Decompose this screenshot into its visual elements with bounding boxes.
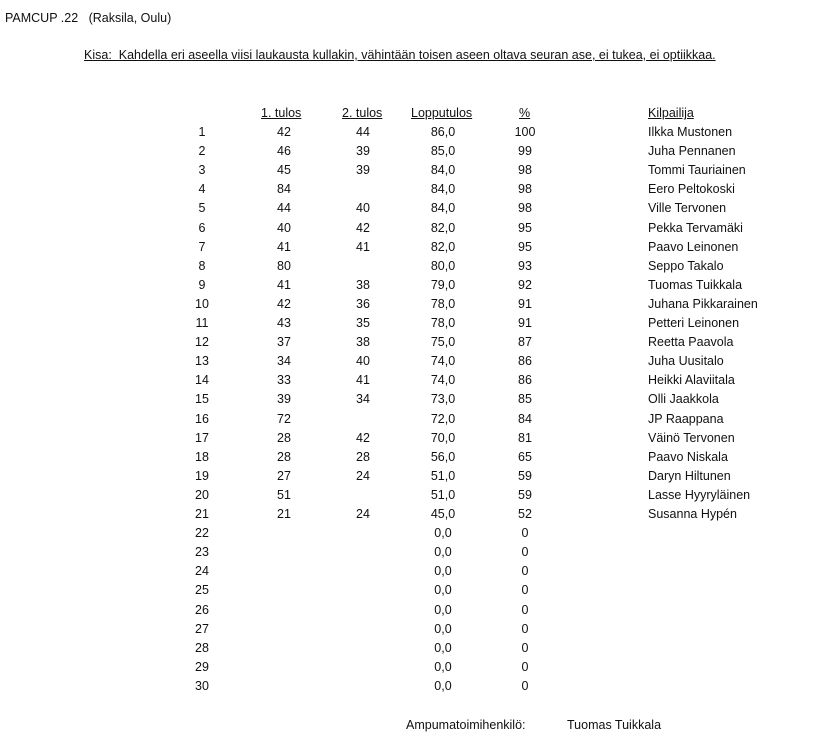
tulos2-cell bbox=[345, 562, 381, 581]
tulos1-cell bbox=[266, 524, 302, 543]
tulos1-cell: 45 bbox=[277, 163, 291, 177]
tulos2-cell: 24 bbox=[356, 507, 370, 521]
tulos1-cell: 28 bbox=[277, 450, 291, 464]
rank-cell: 17 bbox=[195, 431, 209, 445]
rank-cell: 15 bbox=[195, 392, 209, 406]
competitor-name-cell: Eero Peltokoski bbox=[648, 182, 735, 196]
tulos2-cell: 44 bbox=[356, 125, 370, 139]
competitor-name-cell: Petteri Leinonen bbox=[648, 316, 740, 330]
competitor-name-cell: Pekka Tervamäki bbox=[648, 221, 743, 235]
percent-cell: 0 bbox=[521, 622, 529, 636]
rank-cell: 29 bbox=[195, 660, 209, 674]
lopputulos-cell: 0,0 bbox=[434, 583, 452, 597]
competitor-name-cell: Olli Jaakkola bbox=[648, 392, 719, 406]
tulos2-cell bbox=[345, 677, 381, 696]
lopputulos-cell: 0,0 bbox=[434, 564, 452, 578]
lopputulos-cell: 0,0 bbox=[434, 622, 452, 636]
percent-cell: 98 bbox=[518, 182, 532, 196]
lopputulos-cell: 0,0 bbox=[434, 603, 452, 617]
percent-cell: 0 bbox=[521, 660, 529, 674]
tulos1-cell: 27 bbox=[277, 469, 291, 483]
tulos1-cell: 46 bbox=[277, 144, 291, 158]
tulos1-cell: 84 bbox=[277, 182, 291, 196]
lopputulos-cell: 84,0 bbox=[430, 182, 456, 196]
lopputulos-cell: 0,0 bbox=[434, 545, 452, 559]
tulos1-cell: 37 bbox=[277, 335, 291, 349]
rank-cell: 6 bbox=[198, 221, 206, 235]
rank-cell: 16 bbox=[195, 412, 209, 426]
tulos1-cell: 39 bbox=[277, 392, 291, 406]
rank-cell: 23 bbox=[195, 545, 209, 559]
competitor-name-cell: Seppo Takalo bbox=[648, 259, 724, 273]
tulos1-cell: 40 bbox=[277, 221, 291, 235]
percent-cell: 98 bbox=[518, 163, 532, 177]
tulos2-cell bbox=[345, 257, 381, 276]
official-name: Tuomas Tuikkala bbox=[567, 718, 662, 732]
tulos2-cell bbox=[345, 620, 381, 639]
rank-cell: 26 bbox=[195, 603, 209, 617]
tulos2-cell: 40 bbox=[356, 354, 370, 368]
percent-cell: 52 bbox=[518, 507, 532, 521]
percent-cell: 95 bbox=[518, 240, 532, 254]
percent-cell: 65 bbox=[518, 450, 532, 464]
competitor-name-cell: Daryn Hiltunen bbox=[648, 469, 731, 483]
lopputulos-cell: 0,0 bbox=[434, 660, 452, 674]
percent-cell: 0 bbox=[521, 583, 529, 597]
percent-cell: 95 bbox=[518, 221, 532, 235]
percent-cell: 93 bbox=[518, 259, 532, 273]
rank-cell: 4 bbox=[198, 182, 206, 196]
percent-cell: 86 bbox=[518, 373, 532, 387]
percent-cell: 84 bbox=[518, 412, 532, 426]
lopputulos-cell: 78,0 bbox=[430, 316, 456, 330]
tulos2-cell bbox=[345, 581, 381, 600]
competitor-name-cell: Paavo Niskala bbox=[648, 450, 728, 464]
competitor-name-cell: Juhana Pikkarainen bbox=[648, 297, 758, 311]
lopputulos-cell: 74,0 bbox=[430, 354, 456, 368]
lopputulos-cell: 70,0 bbox=[430, 431, 456, 445]
tulos1-cell bbox=[266, 601, 302, 620]
percent-cell: 91 bbox=[518, 297, 532, 311]
rank-cell: 18 bbox=[195, 450, 209, 464]
rank-cell: 25 bbox=[195, 583, 209, 597]
tulos1-cell bbox=[266, 562, 302, 581]
header-tulos2: 2. tulos bbox=[342, 106, 383, 120]
tulos1-cell bbox=[266, 677, 302, 696]
tulos1-cell: 42 bbox=[277, 297, 291, 311]
lopputulos-cell: 51,0 bbox=[430, 488, 456, 502]
tulos1-cell: 33 bbox=[277, 373, 291, 387]
tulos1-cell: 42 bbox=[277, 125, 291, 139]
tulos1-cell: 34 bbox=[277, 354, 291, 368]
rank-cell: 12 bbox=[195, 335, 209, 349]
tulos1-cell bbox=[266, 658, 302, 677]
tulos2-cell: 36 bbox=[356, 297, 370, 311]
lopputulos-cell: 86,0 bbox=[430, 125, 456, 139]
tulos1-cell: 43 bbox=[277, 316, 291, 330]
competitor-name-cell: Ilkka Mustonen bbox=[648, 125, 733, 139]
tulos2-cell bbox=[345, 180, 381, 199]
tulos2-cell: 39 bbox=[356, 144, 370, 158]
percent-cell: 100 bbox=[514, 125, 536, 139]
tulos1-cell bbox=[266, 639, 302, 658]
lopputulos-cell: 85,0 bbox=[430, 144, 456, 158]
tulos2-cell bbox=[345, 486, 381, 505]
lopputulos-cell: 75,0 bbox=[430, 335, 456, 349]
lopputulos-cell: 84,0 bbox=[430, 201, 456, 215]
rank-cell: 8 bbox=[198, 259, 206, 273]
percent-cell: 59 bbox=[518, 469, 532, 483]
tulos1-cell: 51 bbox=[277, 488, 291, 502]
rank-cell: 28 bbox=[195, 641, 209, 655]
percent-cell: 59 bbox=[518, 488, 532, 502]
rank-cell: 13 bbox=[195, 354, 209, 368]
competitor-name-cell: Tuomas Tuikkala bbox=[648, 278, 743, 292]
lopputulos-cell: 51,0 bbox=[430, 469, 456, 483]
header-kilpailija: Kilpailija bbox=[648, 106, 694, 120]
competitor-name-cell: Juha Pennanen bbox=[648, 144, 736, 158]
tulos2-cell: 41 bbox=[356, 240, 370, 254]
rank-cell: 3 bbox=[198, 163, 206, 177]
tulos2-cell bbox=[345, 410, 381, 429]
header-percent: % bbox=[519, 106, 531, 120]
lopputulos-cell: 0,0 bbox=[434, 526, 452, 540]
lopputulos-cell: 82,0 bbox=[430, 240, 456, 254]
rank-cell: 30 bbox=[195, 679, 209, 693]
lopputulos-cell: 82,0 bbox=[430, 221, 456, 235]
rank-cell: 20 bbox=[195, 488, 209, 502]
tulos1-cell: 21 bbox=[277, 507, 291, 521]
percent-cell: 98 bbox=[518, 201, 532, 215]
rank-cell: 24 bbox=[195, 564, 209, 578]
tulos2-cell: 42 bbox=[356, 431, 370, 445]
tulos2-cell: 41 bbox=[356, 373, 370, 387]
percent-cell: 81 bbox=[518, 431, 532, 445]
rank-cell: 10 bbox=[195, 297, 209, 311]
competitor-name-cell: Tommi Tauriainen bbox=[648, 163, 746, 177]
tulos2-cell: 38 bbox=[356, 335, 370, 349]
tulos2-cell bbox=[345, 601, 381, 620]
percent-cell: 0 bbox=[521, 564, 529, 578]
document-title: PAMCUP .22 (Raksila, Oulu) bbox=[5, 11, 172, 25]
percent-cell: 0 bbox=[521, 679, 529, 693]
percent-cell: 0 bbox=[521, 641, 529, 655]
rank-cell: 5 bbox=[198, 201, 206, 215]
competitor-name-cell: JP Raappana bbox=[648, 412, 724, 426]
competitor-name-cell: Lasse Hyyryläinen bbox=[648, 488, 751, 502]
competitor-name-cell: Paavo Leinonen bbox=[648, 240, 739, 254]
lopputulos-cell: 73,0 bbox=[430, 392, 456, 406]
tulos1-cell bbox=[266, 620, 302, 639]
rank-cell: 1 bbox=[198, 125, 206, 139]
tulos1-cell bbox=[266, 581, 302, 600]
rank-cell: 9 bbox=[198, 278, 206, 292]
rank-cell: 11 bbox=[195, 316, 209, 330]
lopputulos-cell: 0,0 bbox=[434, 641, 452, 655]
percent-cell: 92 bbox=[518, 278, 532, 292]
lopputulos-cell: 74,0 bbox=[430, 373, 456, 387]
lopputulos-cell: 45,0 bbox=[430, 507, 456, 521]
competitor-name-cell: Ville Tervonen bbox=[648, 201, 727, 215]
tulos1-cell: 28 bbox=[277, 431, 291, 445]
rank-cell: 21 bbox=[195, 507, 209, 521]
tulos1-cell: 41 bbox=[277, 240, 291, 254]
competitor-name-cell: Reetta Paavola bbox=[648, 335, 734, 349]
rank-cell: 27 bbox=[195, 622, 209, 636]
tulos1-cell: 44 bbox=[277, 201, 291, 215]
tulos2-cell: 40 bbox=[356, 201, 370, 215]
percent-cell: 91 bbox=[518, 316, 532, 330]
tulos2-cell bbox=[345, 639, 381, 658]
lopputulos-cell: 84,0 bbox=[430, 163, 456, 177]
rank-cell: 19 bbox=[195, 469, 209, 483]
rank-cell: 2 bbox=[198, 144, 206, 158]
header-lopputulos: Lopputulos bbox=[411, 106, 473, 120]
lopputulos-cell: 0,0 bbox=[434, 679, 452, 693]
rank-cell: 22 bbox=[195, 526, 209, 540]
percent-cell: 0 bbox=[521, 526, 529, 540]
header-tulos1: 1. tulos bbox=[261, 106, 302, 120]
rank-cell: 14 bbox=[195, 373, 209, 387]
tulos1-cell: 80 bbox=[277, 259, 291, 273]
competitor-name-cell: Heikki Alaviitala bbox=[648, 373, 735, 387]
tulos2-cell: 34 bbox=[356, 392, 370, 406]
tulos2-cell bbox=[345, 524, 381, 543]
tulos2-cell: 35 bbox=[356, 316, 370, 330]
tulos2-cell: 42 bbox=[356, 221, 370, 235]
competitor-name-cell: Väinö Tervonen bbox=[648, 431, 735, 445]
tulos1-cell: 72 bbox=[277, 412, 291, 426]
rank-cell: 7 bbox=[198, 240, 206, 254]
percent-cell: 99 bbox=[518, 144, 532, 158]
competitor-name-cell: Juha Uusitalo bbox=[648, 354, 724, 368]
tulos1-cell bbox=[266, 543, 302, 562]
tulos1-cell: 41 bbox=[277, 278, 291, 292]
competitor-name-cell: Susanna Hypén bbox=[648, 507, 737, 521]
percent-cell: 85 bbox=[518, 392, 532, 406]
tulos2-cell bbox=[345, 543, 381, 562]
lopputulos-cell: 56,0 bbox=[430, 450, 456, 464]
percent-cell: 86 bbox=[518, 354, 532, 368]
lopputulos-cell: 80,0 bbox=[430, 259, 456, 273]
tulos2-cell: 24 bbox=[356, 469, 370, 483]
official-label: Ampumatoimihenkilö: bbox=[406, 718, 526, 732]
tulos2-cell: 39 bbox=[356, 163, 370, 177]
percent-cell: 0 bbox=[521, 603, 529, 617]
competition-description: Kisa: Kahdella eri aseella viisi laukausta kullakin, vähintään toisen aseen oltava seuran ase, ei tukea, ei optiikkaa. bbox=[84, 48, 716, 62]
lopputulos-cell: 79,0 bbox=[430, 278, 456, 292]
lopputulos-cell: 78,0 bbox=[430, 297, 456, 311]
percent-cell: 87 bbox=[518, 335, 532, 349]
tulos2-cell: 28 bbox=[356, 450, 370, 464]
tulos2-cell: 38 bbox=[356, 278, 370, 292]
percent-cell: 0 bbox=[521, 545, 529, 559]
tulos2-cell bbox=[345, 658, 381, 677]
lopputulos-cell: 72,0 bbox=[430, 412, 456, 426]
